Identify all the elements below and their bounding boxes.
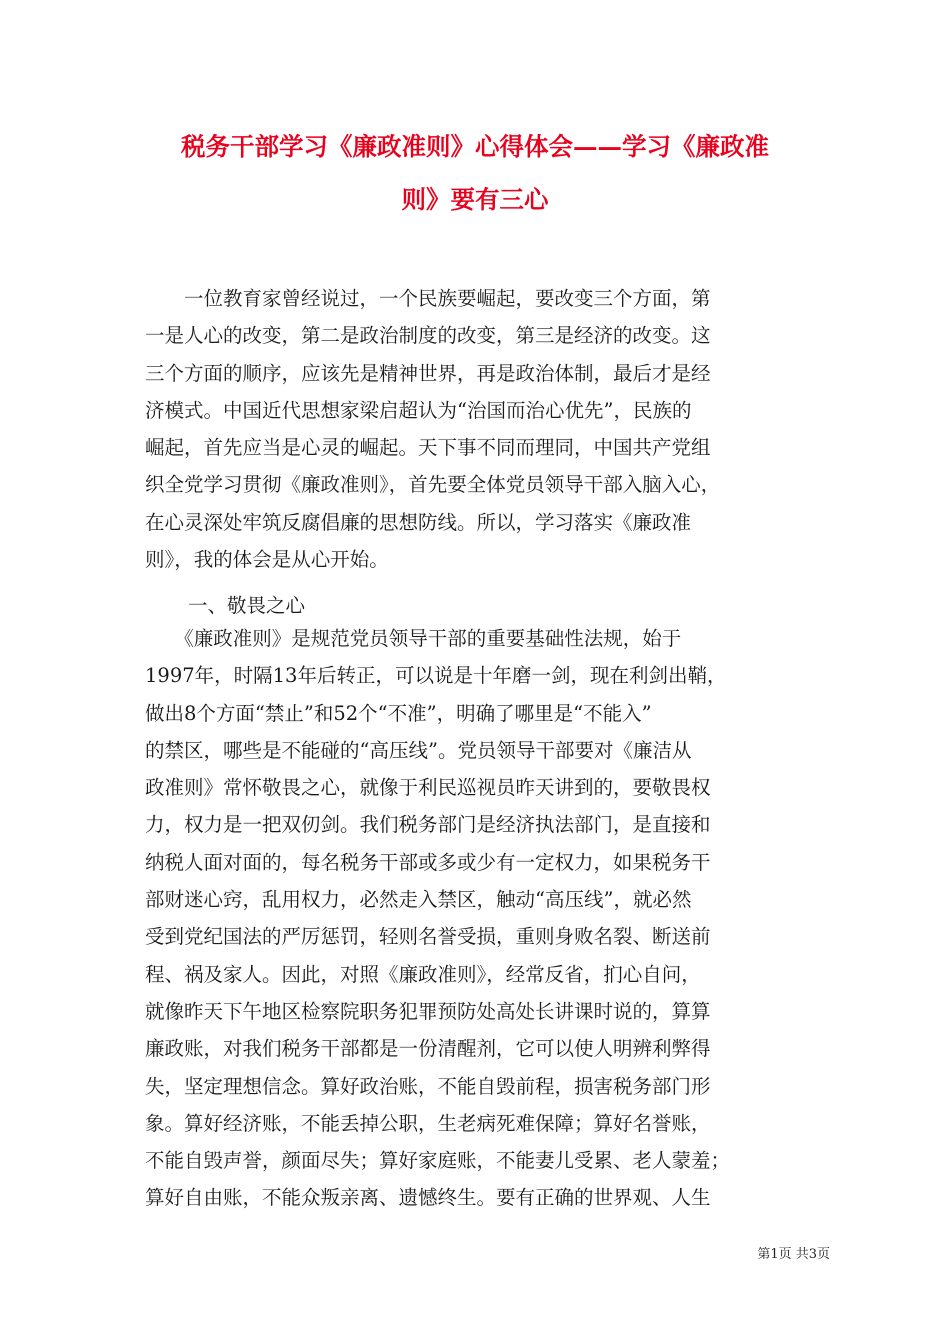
page-footer: 第1页 共3页 <box>757 1247 830 1262</box>
text-line: 算好自由账，不能众叛亲离、遗憾终生。要有正确的世界观、人生 <box>145 1186 711 1210</box>
document-title-line1: 税务干部学习《廉政准则》心得体会——学习《廉政准 <box>181 132 769 161</box>
text-line: 不能自毁声誉，颜面尽失；算好家庭账，不能妻儿受累、老人蒙羞； <box>145 1149 731 1173</box>
text-line: 则》，我的体会是从心开始。 <box>145 548 389 572</box>
text-line: 崛起，首先应当是心灵的崛起。天下事不同而理同，中国共产党组 <box>145 436 711 460</box>
text-line: 一位教育家曾经说过，一个民族要崛起，要改变三个方面，第 <box>145 287 711 310</box>
text-line: 受到党纪国法的严厉惩罚，轻则名誉受损，重则身败名裂、断送前 <box>145 925 711 949</box>
text-line: 象。算好经济账，不能丢掉公职，生老病死难保障；算好名誉账， <box>145 1111 711 1135</box>
text-line: 做出8个方面“禁止”和52个“不准”，明确了哪里是“不能入” <box>145 701 652 725</box>
text-line: 织全党学习贯彻《廉政准则》，首先要全体党员领导干部入脑入心， <box>145 473 721 497</box>
text-line: 在心灵深处牢筑反腐倡廉的思想防线。所以，学习落实《廉政准 <box>145 510 692 534</box>
text-line: 纳税人面对面的，每名税务干部或多或少有一定权力，如果税务干 <box>145 850 711 874</box>
paragraph-awe <box>145 624 835 1221</box>
text-line: 三个方面的顺序，应该先是精神世界，再是政治体制，最后才是经 <box>145 361 711 385</box>
text-line: 就像昨天下午地区检察院职务犯罪预防处高处长讲课时说的，算算 <box>145 999 711 1023</box>
text-line: 《廉政准则》是规范党员领导干部的重要基础性法规，始于 <box>145 627 682 650</box>
text-line: 的禁区，哪些是不能碰的“高压线”。党员领导干部要对《廉洁从 <box>145 738 692 762</box>
text-line: 1997年，时隔13年后转正，可以说是十年磨一剑，现在利剑出鞘， <box>145 664 727 688</box>
text-line: 济模式。中国近代思想家梁启超认为“治国而治心优先”，民族的 <box>145 398 692 422</box>
text-line: 失，坚定理想信念。算好政治账，不能自毁前程，损害税务部门形 <box>145 1074 711 1098</box>
text-line: 政准则》常怀敬畏之心，就像于利民巡视员昨天讲到的，要敬畏权 <box>145 776 711 800</box>
text-line: 程、祸及家人。因此，对照《廉政准则》，经常反省，扪心自问， <box>145 962 701 986</box>
paragraph-intro <box>145 284 835 582</box>
text-line: 力，权力是一把双仞剑。我们税务部门是经济执法部门，是直接和 <box>145 813 711 837</box>
text-line: 部财迷心窍，乱用权力，必然走入禁区，触动“高压线”，就必然 <box>145 888 692 912</box>
text-line: 一是人心的改变，第二是政治制度的改变，第三是经济的改变。这 <box>145 324 711 348</box>
text-line: 廉政账，对我们税务干部都是一份清醒剂，它可以使人明辨利弊得 <box>145 1037 711 1061</box>
section-heading-awe: 一、敬畏之心 <box>188 594 306 617</box>
document-title-line2: 则》要有三心 <box>401 185 549 214</box>
